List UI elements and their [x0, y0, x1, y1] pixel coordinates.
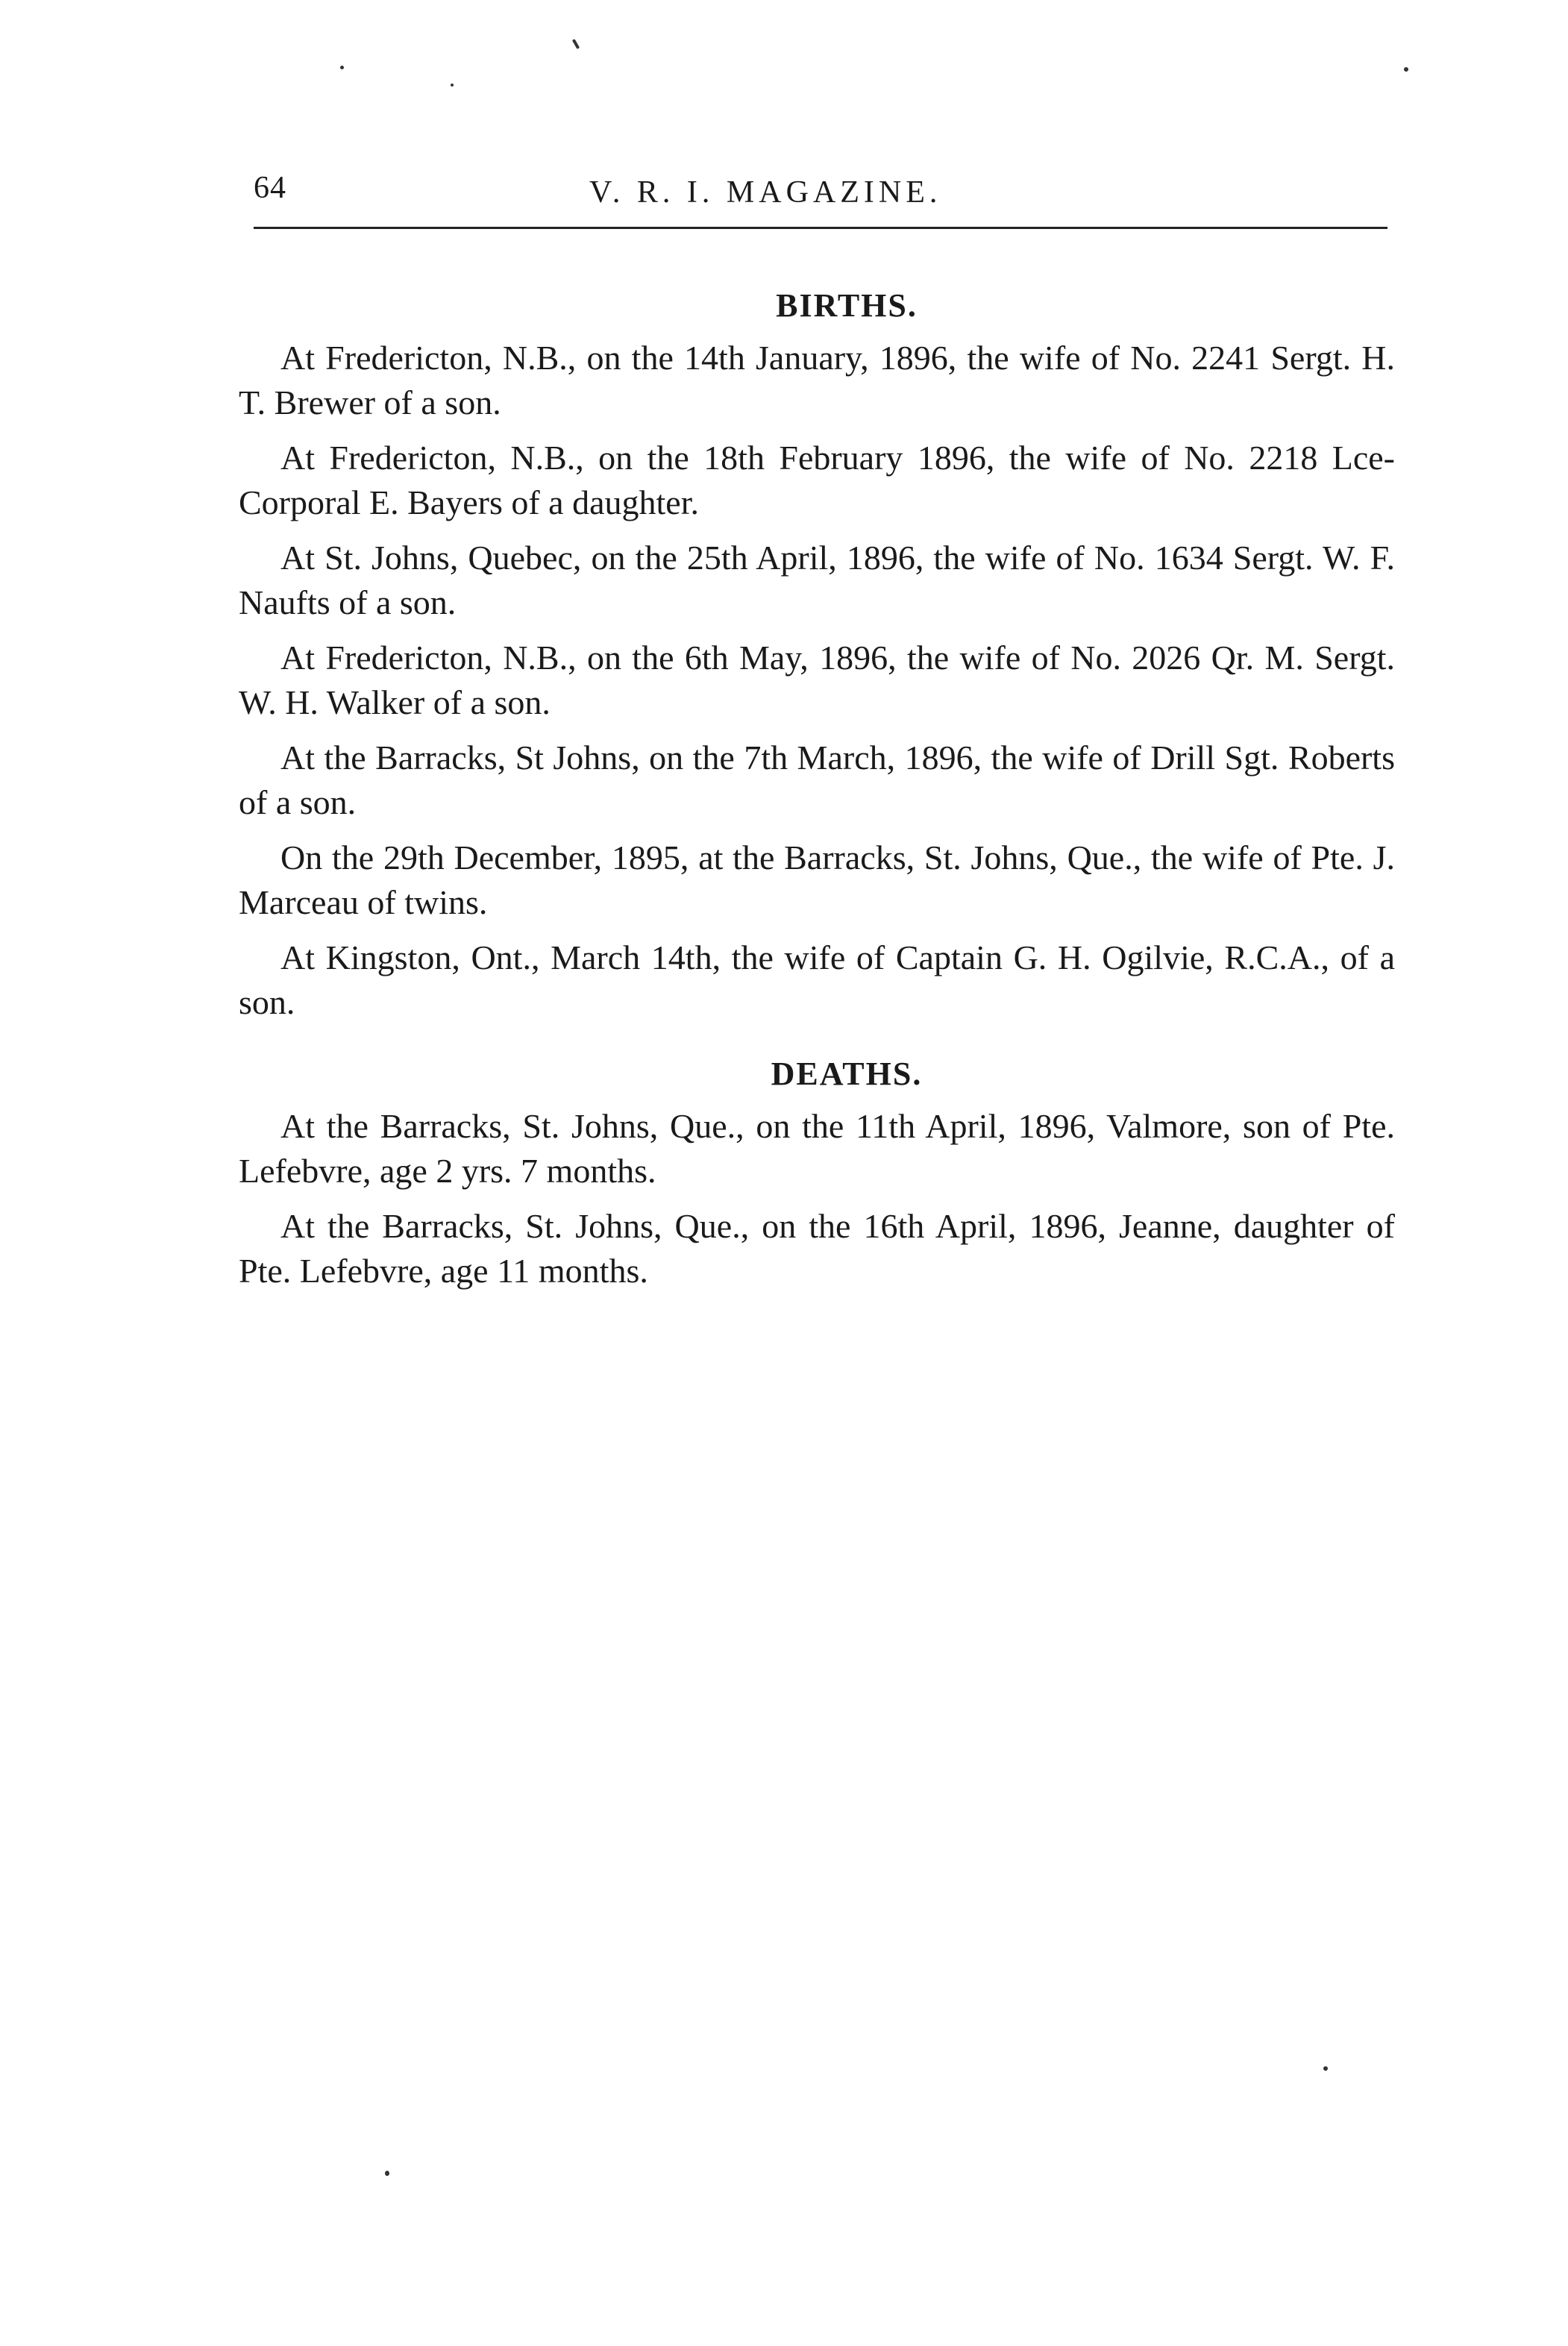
birth-entry: At Fredericton, N.B., on the 14th January, 1896, the wife of No. 2241 Sergt. H. T. Brewer of a son. [239, 339, 1395, 421]
births-section [239, 283, 1395, 1025]
birth-entry: At the Barracks, St Johns, on the 7th March, 1896, the wife of Drill Sgt. Roberts of a son. [239, 738, 1395, 821]
ink-speck [385, 2171, 389, 2176]
ink-speck [451, 84, 454, 87]
ink-speck [340, 66, 344, 69]
birth-entry: At Kingston, Ont., March 14th, the wife of Captain G. H. Ogilvie, R.C.A., of a son. [239, 938, 1395, 1021]
death-entry: At the Barracks, St. Johns, Que., on the 11th April, 1896, Valmore, son of Pte. Lefebvre, age 2 yrs. 7 months. [239, 1107, 1395, 1190]
page-content [239, 283, 1395, 1304]
birth-entry: At Fredericton, N.B., on the 18th February 1896, the wife of No. 2218 Lce-Corporal E. Bayers of a daughter. [239, 439, 1395, 521]
deaths-heading: DEATHS. [771, 1056, 923, 1092]
birth-entry: At Fredericton, N.B., on the 6th May, 1896, the wife of No. 2026 Qr. M. Sergt. W. H. Walker of a son. [239, 639, 1395, 721]
running-head [254, 170, 1387, 222]
deaths-section [239, 1052, 1395, 1293]
ink-speck [572, 39, 580, 49]
ink-speck [1404, 67, 1408, 72]
page-number: 64 [254, 171, 286, 205]
magazine-title: V. R. I. MAGAZINE. [589, 175, 942, 210]
birth-entry: On the 29th December, 1895, at the Barracks, St. Johns, Que., the wife of Pte. J. Marceau of twins. [239, 838, 1395, 921]
birth-entry: At St. Johns, Quebec, on the 25th April, 1896, the wife of No. 1634 Sergt. W. F. Naufts of a son. [239, 539, 1395, 621]
ink-speck [1323, 2066, 1328, 2071]
death-entry: At the Barracks, St. Johns, Que., on the 16th April, 1896, Jeanne, daughter of Pte. Lefebvre, age 11 months. [239, 1207, 1395, 1290]
header-rule [254, 227, 1387, 229]
births-heading: BIRTHS. [776, 287, 918, 324]
